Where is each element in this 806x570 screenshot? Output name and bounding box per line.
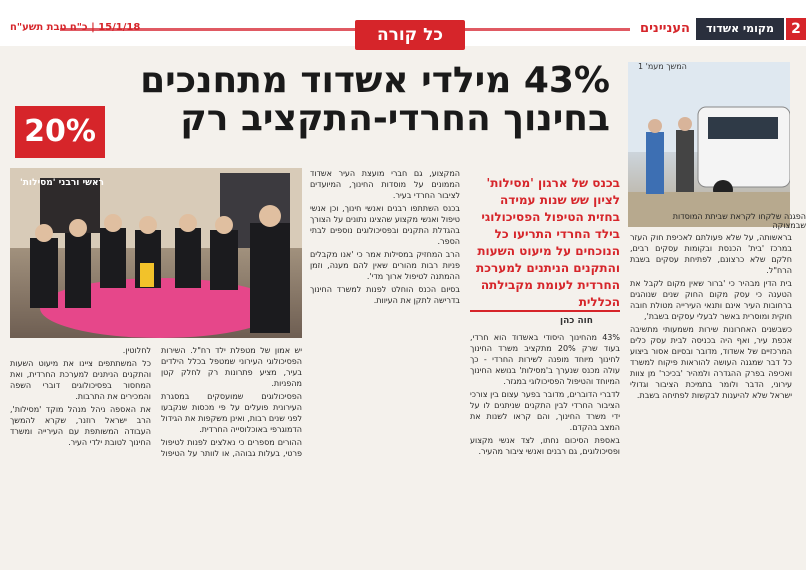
main-photo	[10, 168, 302, 338]
protest-photo-icon	[628, 62, 790, 227]
paragraph: בית הדין מבהיר כי 'ברור שאין מקום לקבל את הטענה כי עסק מקום החוק שנים שנוהגים ברחובות העיר אינם ותנאי העירייה מטולת חובה חוקית ומוסרית באשר לבעלי עסקים בשבת',	[630, 279, 792, 321]
article-subhead: בכנס של ארגון 'מסילות' לציון שש שנות עמידה בחזית הטיפול הפסיכולוגי בילד החרדי התריעו כל הנוכחים על מיעוט השעות והתקנים הניתנים למערכת החרדית לעומת מקבילתה הכללית	[476, 176, 620, 309]
subhead-divider	[470, 310, 620, 312]
column-d	[10, 345, 302, 459]
percent-badge: 20%	[15, 106, 105, 158]
paragraph: ההורים מספרים כי נאלצים לפנות לטיפול פרטי, בעלות גבוהה, או לוותר על הטיפול לחלוטין.	[122, 346, 302, 458]
section-name: מקומי אשדוד	[696, 18, 784, 40]
paragraph: כל המשתתפים ציינו את מיעוט השעות והתקנים הניתנים למערכת החרדית, ואת המחסור בפסיכולוגים דוברי השפה והמכירים את התרבות.	[10, 359, 151, 401]
paragraph: הרב המחזיק במסילות אמר כי 'אנו מקבלים פניות רבות מהורים שאין להם מענה, וזמן ההמתנה לטיפול ארוך מדי'.	[310, 250, 460, 281]
meeting-photo-icon	[10, 168, 302, 338]
photo-caption: ראשי ורבני 'מסילות'	[20, 178, 104, 188]
header-rule	[60, 28, 630, 31]
issue-date: 15/1/18 | כ"ח טבת תשע"ח	[10, 22, 141, 33]
side-photo-caption: הפגנה שלקחו לקראת שביתת המוסדות שבמצוקה	[672, 212, 806, 230]
newspaper-logo: העניינים	[640, 21, 690, 36]
page-number: 2	[786, 18, 806, 40]
kicker-label: כל קורה	[355, 20, 465, 50]
paragraph: באספת הסיכום נחתו, לצד אנשי מקצוע ופסיכולוגים, גם רבנים ואנשי ציבור מהעיר.	[470, 436, 620, 456]
side-photo	[628, 62, 790, 227]
paragraph: בסיום הכנס הוחלט לפנות למשרד החינוך בדרישה לתקן את העיוות.	[310, 285, 460, 305]
paragraph: את האספה ניהל מנהל מוקד 'מסילות', הרב ישראל רוזנר, שקרא להמשך העבודה המשותפת עם העירייה ומשרד החינוך לטובת ילדי העיר.	[10, 405, 151, 447]
paragraph: בראשותה, על שלא פעולתם לאכיפת חוק העזר במרכז 'בית' הכנסת ובקומות עסקים רבים, חלקם שלא כרצונם, לפתיחת עסקים בשבת הרח"ל.	[630, 233, 792, 275]
paragraph: יש אמון של מטפלת ילד רח"ל. השירות הפסיכולוגי העירוני שמטפל בכלל הילדים בעיר, מציע פתרונות רק לחלק קטן מהפניות.	[161, 346, 302, 388]
paragraph: כשבשנים האחרונות שירות משמעותי מתשיבה אכפת עיר, ואף היה בכניסה לבית עסק כלים המרכזיים של אשדוד, מדובר ובסיום אסור ביצוע כל דבר שמגנה העושה להוראות פיקוח למשרד ואכיפה בפרק ההגדרה ולמהיר 'בכיכר' מן צוות עירוני, הדבר ולומר בתמיכת הציבור וגדולי ישראל שלא להיענות לבקשות לפתיחה בשבת.	[630, 325, 792, 400]
column-c	[310, 168, 460, 308]
continued-note: המשך מעמ' 1	[638, 62, 687, 71]
paragraph: לדברי הדוברים, מדובר בפער עצום בין צורכי הציבור החרדי לבין התקנים שניתנים לו על ידי משרד החינוך, והם קראו לשנות את המצב בהקדם.	[470, 390, 620, 432]
paragraph: 43% מהחינוך היסודי באשדוד הוא חרדי, בעוד שרק 20% מתקציב משרד החינוך לחינוך מיוחד מופנה לשירות החרדי - כך עולה מכנס שנערך ב'מסילות' בנושא החינוך המיוחד והטיפול הפסיכולוגי במגזר.	[470, 333, 621, 386]
column-a	[630, 232, 792, 403]
paragraph: בכנס השתתפו רבנים ואנשי חינוך, וכן אנשי טיפול ואנשי מקצוע שהציגו נתונים על הצורך בהגדלת התקנים ובפסיכולוגים נוספים לבתי הספר.	[310, 204, 460, 246]
byline: חוה כהן	[560, 316, 593, 326]
article-headline: 43% מילדי אשדוד מתחנכים בחינוך החרדי-התקציב רק	[140, 60, 610, 139]
paragraph: המקצוע, גם חברי מועצת העיר אשדוד הממונים על מוסדות החינוך, המיועדים לציבור החרדי בעיר.	[310, 169, 460, 200]
column-b	[470, 332, 620, 459]
paragraph: הפסיכולוגים שמועסקים במסגרת העירונית פועלים על פי מכסות שנקבעו לפני שנים רבות, ואינן משקפות את הגידול הדמוגרפי באוכלוסייה החרדית.	[161, 392, 302, 434]
